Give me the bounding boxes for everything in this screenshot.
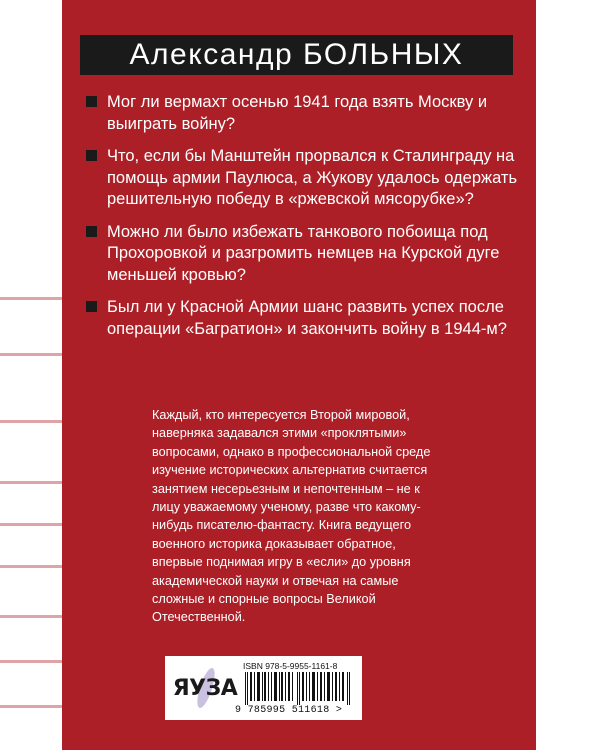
question-list [80,92,520,351]
ghost-strip [0,348,62,362]
ghost-strip [0,292,62,306]
author-name: Александр БОЛЬНЫХ [129,38,464,71]
book-description: Каждый, кто интересуется Второй мировой, наверняка задавался этими «проклятыми» вопросами, однако в профессиональной среде изучение исторических альтернатив считается занятием несерьезным и непочтенным – не к лицу уважаемому ученому, разве что какому-нибудь писателю-фантасту. Книга ведущего военного историка доказывает обратное, впервые поднимая игру в «если» до уровня академической науки и отвечая на самые сложные и спорные вопросы Великой Отечественной. [152,408,431,625]
question-text: Что, если бы Манштейн прорвался к Сталинграду на помощь армии Паулюса, а Жукову удалось одержать решительную победу в «ржевской мясорубке»? [107,147,518,208]
barcode-bars [243,672,355,705]
ghost-strip [0,560,62,574]
ean-digits: 9 785995 511618 > [235,705,343,716]
question-text: Можно ли было избежать танкового побоища под Прохоровкой и разгромить немцев на Курской дуге меньшей кровью? [107,222,500,284]
question-item [80,297,520,340]
ghost-strip [0,700,62,714]
ghost-strip [0,415,62,429]
publisher-logo-text: ЯУЗА [172,675,238,701]
question-text: Мог ли вермахт осенью 1941 года взять Москву и выиграть войну? [107,93,488,133]
square-bullet-icon [86,301,97,312]
question-item [80,92,520,135]
square-bullet-icon [86,226,97,237]
isbn-text: ISBN 978-5-9955-1161-8 [243,661,338,671]
question-item [80,146,520,211]
publisher-logo [172,663,238,713]
ghost-strip [0,610,62,624]
ghost-strip [0,655,62,669]
barcode-panel [165,656,362,720]
question-item [80,222,520,287]
square-bullet-icon [86,96,97,107]
question-text: Был ли у Красной Армии шанс развить успех после операции «Багратион» и закончить войну в 1944-м? [107,298,507,338]
author-title-bar [80,35,513,75]
ghost-strip [0,476,62,490]
ghost-strip [0,518,62,532]
square-bullet-icon [86,150,97,161]
